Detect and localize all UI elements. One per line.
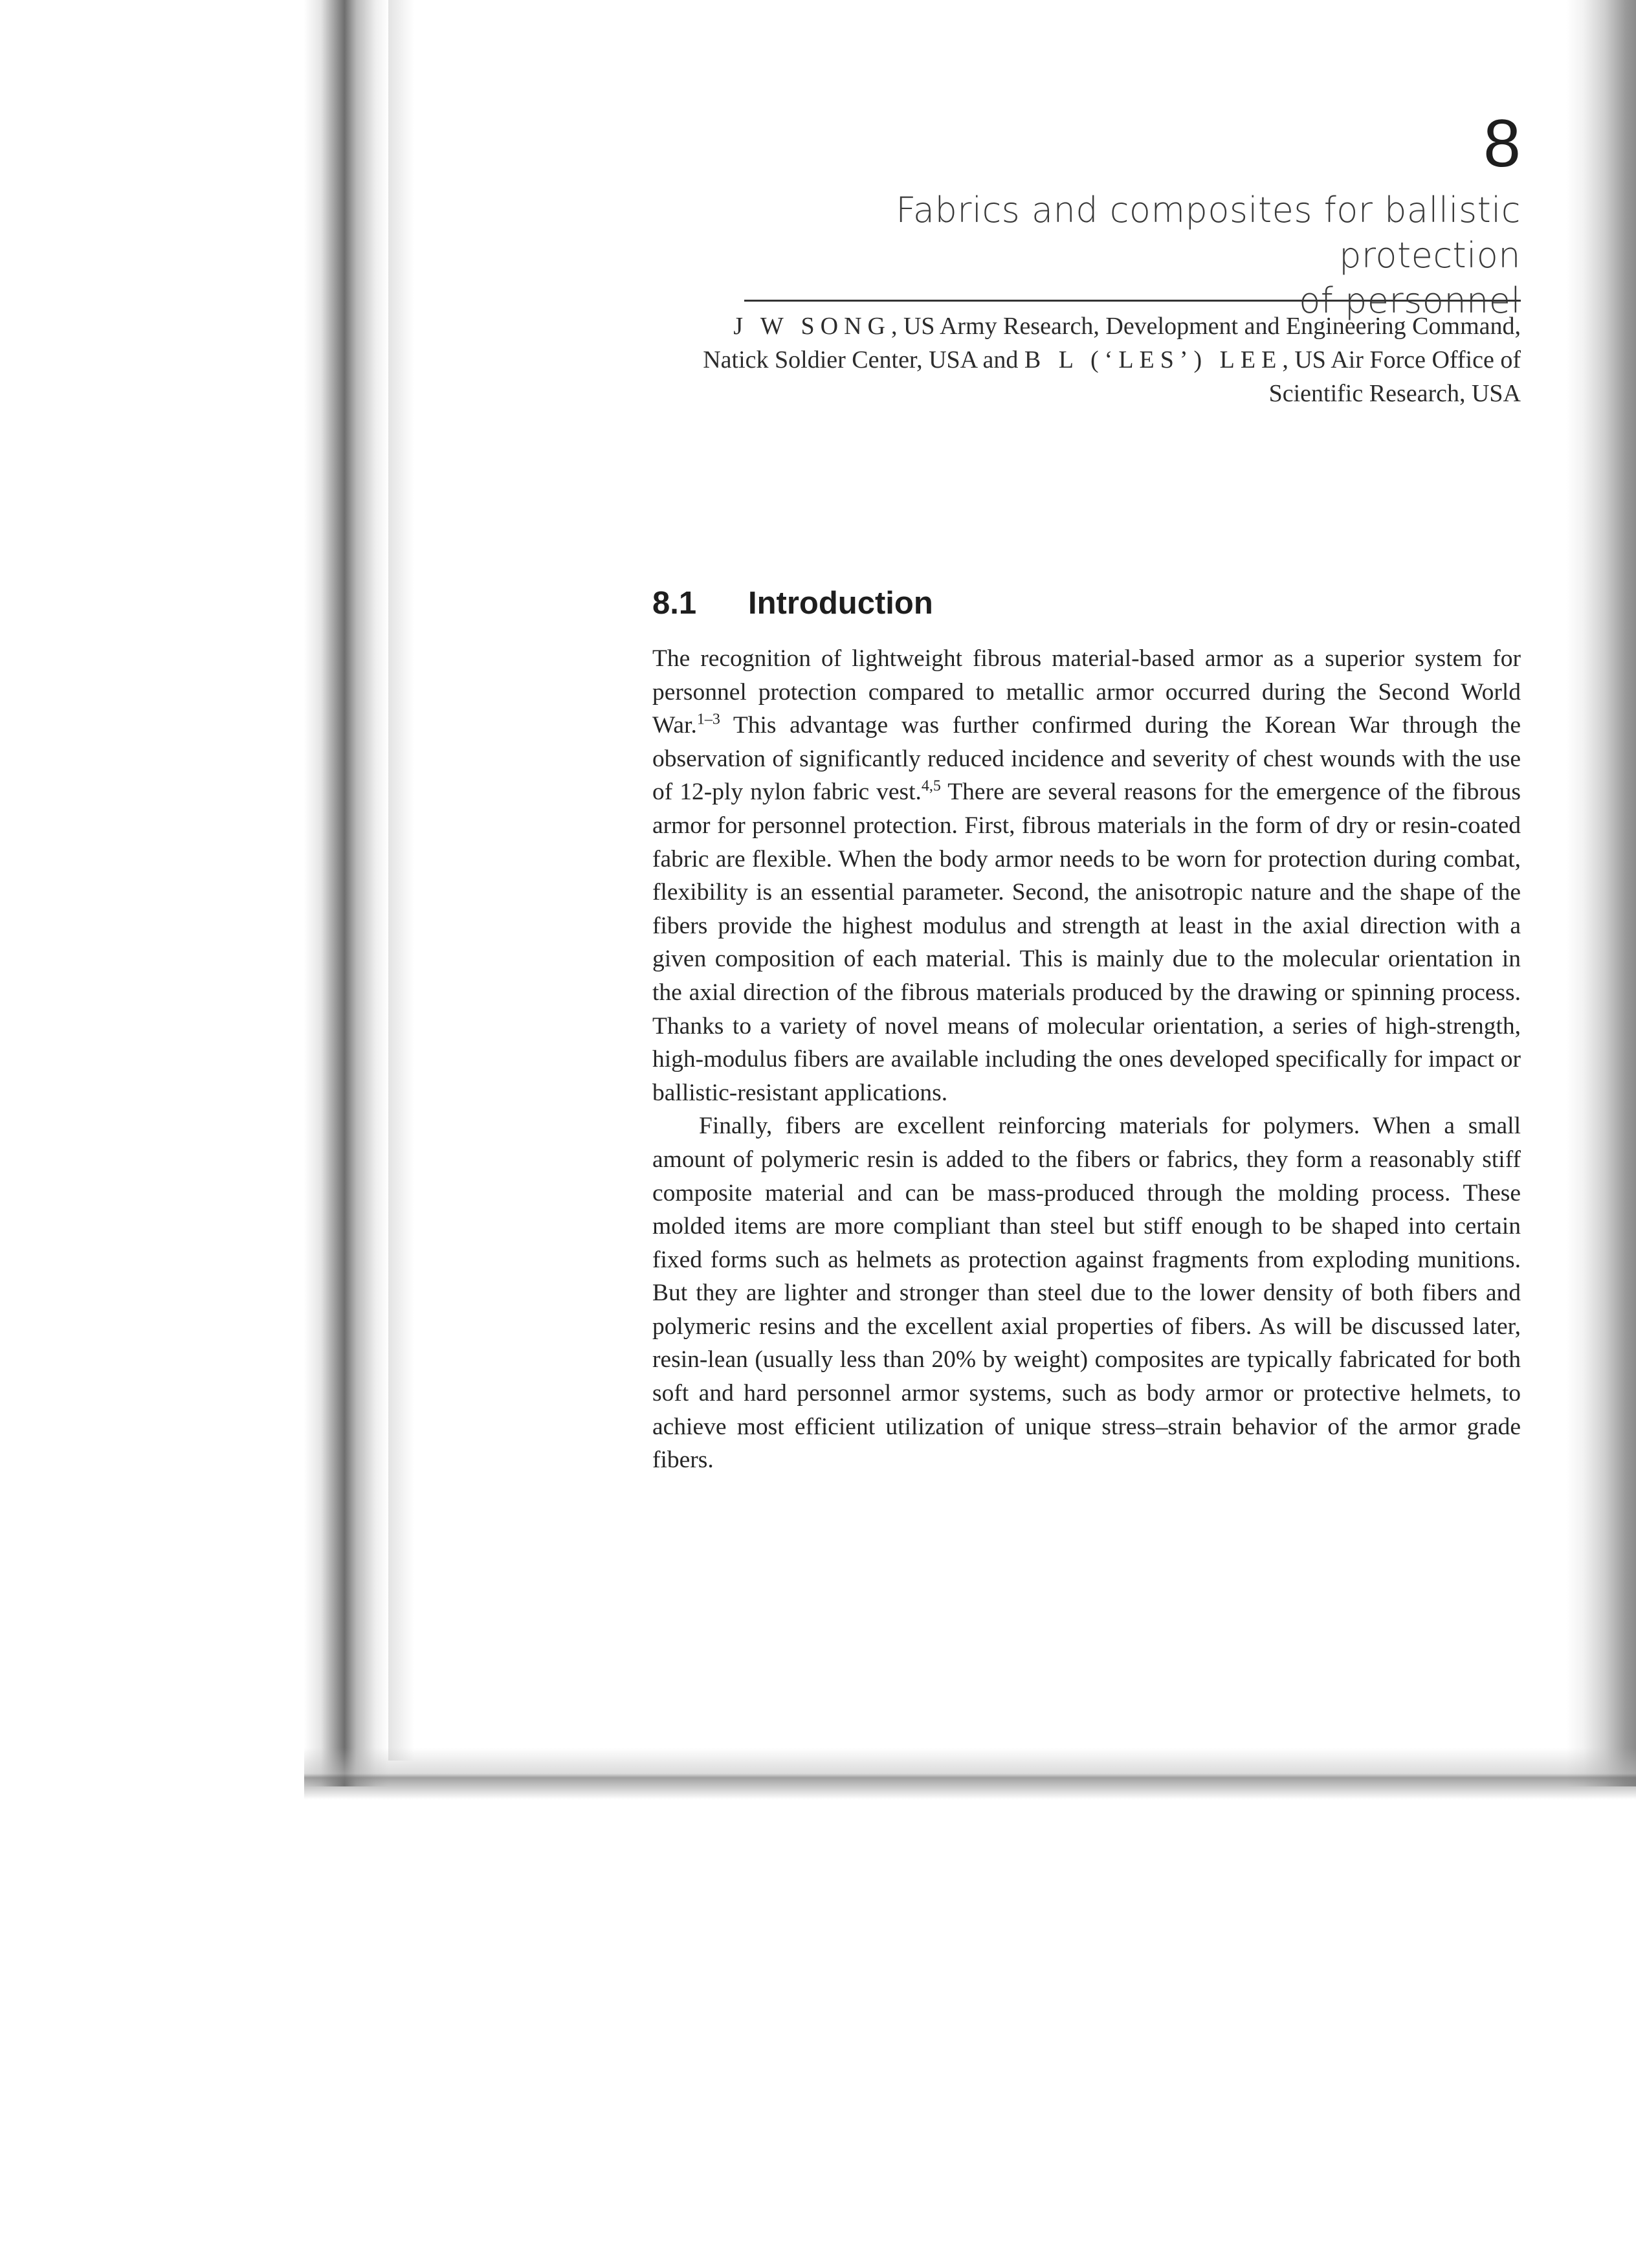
gutter-fade — [388, 0, 414, 1761]
citation-1: 1–3 — [696, 711, 720, 728]
title-rule — [744, 300, 1521, 302]
chapter-title-line-1: Fabrics and composites for ballistic protection — [896, 190, 1521, 276]
author-2-affiliation: , US Air Force Office of Scientific Research, USA — [1268, 346, 1521, 407]
section-number: 8.1 — [652, 586, 697, 621]
paragraph-1-part-a: The recognition of lightweight fibrous material-based armor as a superior system for personnel protection compared to metallic armor occurred during the Second World War. — [652, 645, 1521, 739]
section-heading — [652, 584, 933, 623]
chapter-number: 8 — [1483, 106, 1521, 181]
page-bottom-edge — [304, 1748, 1636, 1799]
paragraph-1-part-c: There are several reasons for the emergence of the fibrous armor for personnel protection. First, fibrous materials in the form of dry or resin-coated fabric are flexible. When the body armor needs to be worn for protection during combat, flexibility is an essential parameter. Second, the anisotropic nature and the shape of the fibers provide the highest modulus and strength at least in the axial direction with a given composition of each material. This is mainly due to the molecular orientation in the axial direction of the fibrous materials produced by the drawing or spinning process. Thanks to a variety of novel means of molecular orientation, a series of high-strength, high-modulus fibers are available including the ones developed specifically for impact or ballistic-resistant applications. — [652, 779, 1521, 1106]
body-text — [652, 642, 1521, 1477]
book-gutter-shadow — [304, 0, 388, 1786]
citation-2: 4,5 — [921, 777, 941, 795]
author-block — [680, 309, 1521, 410]
section-title: Introduction — [748, 586, 933, 621]
paragraph-1 — [652, 642, 1521, 1109]
author-2-name: B L (‘LES’) LEE — [1024, 346, 1283, 373]
chapter-title-line-2: of personnel — [1299, 280, 1521, 321]
chapter-title — [777, 188, 1521, 324]
author-1-name: J W SONG — [733, 313, 891, 340]
paragraph-1-part-b: This advantage was further confirmed during the Korean War through the observation of significantly reduced incidence and severity of chest wounds with the use of 12-ply nylon fabric vest. — [652, 712, 1521, 806]
paragraph-2: Finally, fibers are excellent reinforcing materials for polymers. When a small amount of polymeric resin is added to the fibers or fabrics, they form a reasonably stiff composite material and can be mass-produced through the molding process. These molded items are more compliant than steel but stiff enough to be shaped into certain fixed forms such as helmets as protection against fragments from exploding munitions. But they are lighter and stronger than steel due to the lower density of both fibers and polymeric resins and the excellent axial properties of fibers. As will be discussed later, resin-lean (usually less than 20% by weight) composites are typically fabricated for both soft and hard personnel armor systems, such as body armor or protective helmets, to achieve most efficient utilization of unique stress–strain behavior of the armor grade fibers. — [652, 1113, 1521, 1474]
page-edge-shadow — [1566, 0, 1636, 1786]
author-1-affiliation: , US Army Research, Development and Engineering Command, Natick Soldier Center, USA and — [703, 313, 1521, 373]
